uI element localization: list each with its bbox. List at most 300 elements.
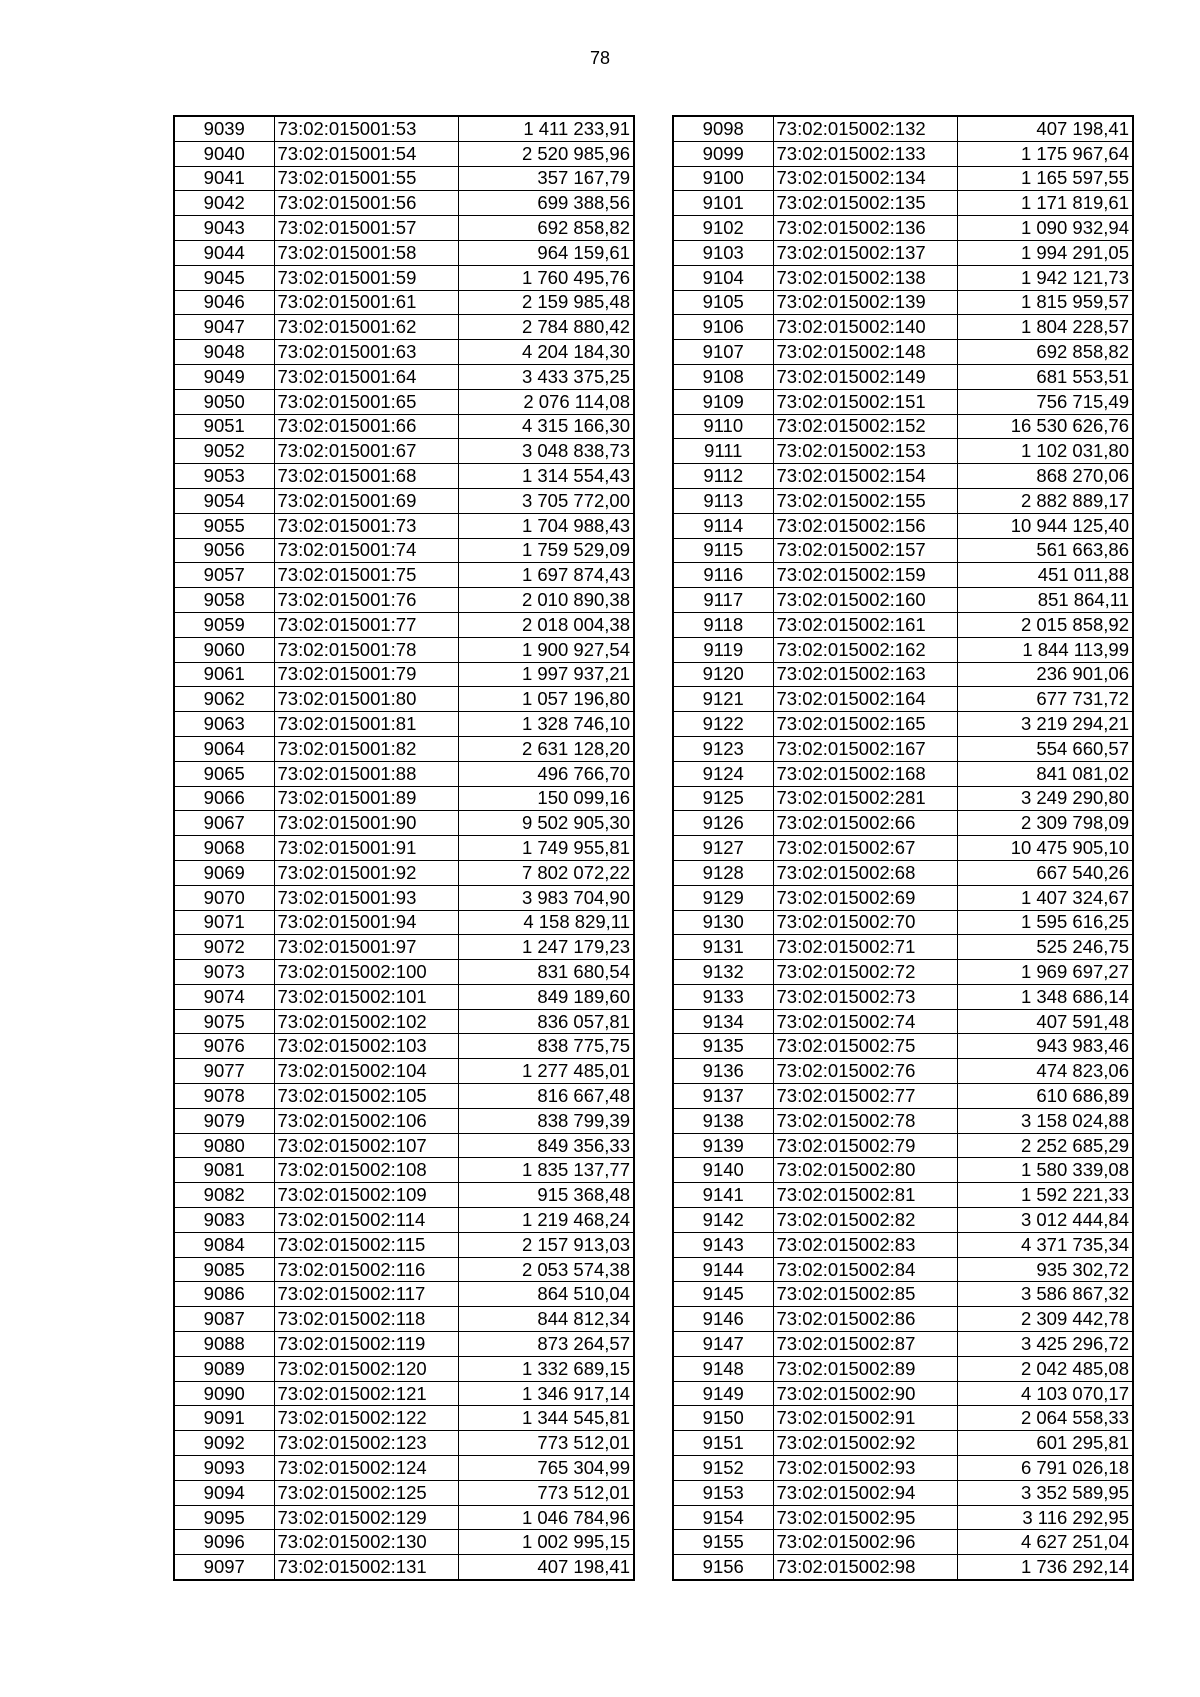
cadastral-value: 2 010 890,38 [458, 588, 634, 613]
cadastral-value: 1 344 545,81 [458, 1406, 634, 1431]
cadastral-number: 73:02:015002:154 [773, 464, 957, 489]
cadastral-number: 73:02:015001:78 [274, 637, 458, 662]
row-number: 9105 [673, 290, 773, 315]
row-number: 9078 [174, 1084, 274, 1109]
cadastral-number: 73:02:015002:71 [773, 935, 957, 960]
cadastral-number: 73:02:015002:136 [773, 216, 957, 241]
cadastral-value: 1 002 995,15 [458, 1530, 634, 1555]
cadastral-number: 73:02:015002:121 [274, 1381, 458, 1406]
table-row [673, 364, 1133, 389]
cadastral-number: 73:02:015002:148 [773, 340, 957, 365]
table-row [174, 786, 634, 811]
cadastral-value: 2 784 880,42 [458, 315, 634, 340]
table-row [673, 1332, 1133, 1357]
row-number: 9053 [174, 464, 274, 489]
table-row [673, 513, 1133, 538]
row-number: 9112 [673, 464, 773, 489]
row-number: 9145 [673, 1282, 773, 1307]
cadastral-value: 935 302,72 [957, 1257, 1133, 1282]
table-row [174, 1257, 634, 1282]
table-row [174, 191, 634, 216]
row-number: 9064 [174, 736, 274, 761]
cadastral-number: 73:02:015001:68 [274, 464, 458, 489]
cadastral-value: 699 388,56 [458, 191, 634, 216]
row-number: 9156 [673, 1555, 773, 1580]
row-number: 9090 [174, 1381, 274, 1406]
cadastral-value: 4 204 184,30 [458, 340, 634, 365]
table-row [673, 1208, 1133, 1233]
cadastral-number: 73:02:015002:157 [773, 538, 957, 563]
row-number: 9147 [673, 1332, 773, 1357]
cadastral-value: 1 580 339,08 [957, 1158, 1133, 1183]
cadastral-number: 73:02:015002:164 [773, 687, 957, 712]
cadastral-number: 73:02:015001:93 [274, 885, 458, 910]
row-number: 9085 [174, 1257, 274, 1282]
table-row [174, 1332, 634, 1357]
cadastral-value: 1 348 686,14 [957, 984, 1133, 1009]
cadastral-number: 73:02:015001:56 [274, 191, 458, 216]
row-number: 9089 [174, 1356, 274, 1381]
table-row [673, 216, 1133, 241]
cadastral-value: 1 407 324,67 [957, 885, 1133, 910]
table-row [673, 340, 1133, 365]
cadastral-value: 6 791 026,18 [957, 1456, 1133, 1481]
table-row [174, 588, 634, 613]
table-row [174, 315, 634, 340]
cadastral-value: 864 510,04 [458, 1282, 634, 1307]
table-row [673, 860, 1133, 885]
cadastral-number: 73:02:015002:86 [773, 1307, 957, 1332]
row-number: 9122 [673, 712, 773, 737]
cadastral-number: 73:02:015002:80 [773, 1158, 957, 1183]
cadastral-value: 150 099,16 [458, 786, 634, 811]
table-row [673, 687, 1133, 712]
row-number: 9119 [673, 637, 773, 662]
table-row [174, 538, 634, 563]
row-number: 9111 [673, 439, 773, 464]
row-number: 9075 [174, 1009, 274, 1034]
cadastral-value: 610 686,89 [957, 1084, 1133, 1109]
table-row [673, 1158, 1133, 1183]
cadastral-value: 2 053 574,38 [458, 1257, 634, 1282]
cadastral-value: 3 352 589,95 [957, 1480, 1133, 1505]
row-number: 9057 [174, 563, 274, 588]
table-row [673, 116, 1133, 141]
table-row [174, 811, 634, 836]
cadastral-number: 73:02:015002:70 [773, 910, 957, 935]
table-row [673, 1282, 1133, 1307]
cadastral-number: 73:02:015002:140 [773, 315, 957, 340]
cadastral-number: 73:02:015001:80 [274, 687, 458, 712]
table-row [174, 761, 634, 786]
cadastral-number: 73:02:015001:90 [274, 811, 458, 836]
cadastral-number: 73:02:015002:93 [773, 1456, 957, 1481]
row-number: 9063 [174, 712, 274, 737]
cadastral-value: 7 802 072,22 [458, 860, 634, 885]
row-number: 9079 [174, 1108, 274, 1133]
cadastral-value: 2 159 985,48 [458, 290, 634, 315]
cadastral-number: 73:02:015002:100 [274, 960, 458, 985]
row-number: 9117 [673, 588, 773, 613]
cadastral-value: 2 520 985,96 [458, 141, 634, 166]
cadastral-value: 1 942 121,73 [957, 265, 1133, 290]
table-row [174, 860, 634, 885]
table-row [673, 1034, 1133, 1059]
cadastral-value: 1 835 137,77 [458, 1158, 634, 1183]
cadastral-value: 2 309 798,09 [957, 811, 1133, 836]
table-row [673, 1133, 1133, 1158]
cadastral-value: 10 475 905,10 [957, 836, 1133, 861]
cadastral-value: 1 760 495,76 [458, 265, 634, 290]
cadastral-number: 73:02:015002:87 [773, 1332, 957, 1357]
cadastral-value: 2 042 485,08 [957, 1356, 1133, 1381]
table-row [174, 1456, 634, 1481]
cadastral-number: 73:02:015001:81 [274, 712, 458, 737]
cadastral-number: 73:02:015001:65 [274, 389, 458, 414]
cadastral-value: 1 175 967,64 [957, 141, 1133, 166]
row-number: 9086 [174, 1282, 274, 1307]
row-number: 9120 [673, 662, 773, 687]
row-number: 9046 [174, 290, 274, 315]
row-number: 9091 [174, 1406, 274, 1431]
cadastral-number: 73:02:015002:168 [773, 761, 957, 786]
cadastral-value: 873 264,57 [458, 1332, 634, 1357]
table-row [174, 1133, 634, 1158]
row-number: 9137 [673, 1084, 773, 1109]
row-number: 9048 [174, 340, 274, 365]
cadastral-number: 73:02:015002:108 [274, 1158, 458, 1183]
table-row [174, 364, 634, 389]
table-row [673, 736, 1133, 761]
cadastral-number: 73:02:015002:162 [773, 637, 957, 662]
cadastral-value: 407 198,41 [458, 1555, 634, 1580]
table-row [673, 563, 1133, 588]
cadastral-number: 73:02:015002:138 [773, 265, 957, 290]
row-number: 9039 [174, 116, 274, 141]
cadastral-value: 1 697 874,43 [458, 563, 634, 588]
cadastral-number: 73:02:015002:160 [773, 588, 957, 613]
row-number: 9095 [174, 1505, 274, 1530]
row-number: 9084 [174, 1232, 274, 1257]
cadastral-value: 451 011,88 [957, 563, 1133, 588]
row-number: 9142 [673, 1208, 773, 1233]
cadastral-value: 1 165 597,55 [957, 166, 1133, 191]
cadastral-number: 73:02:015001:53 [274, 116, 458, 141]
cadastral-table-left [173, 115, 635, 1581]
table-row [174, 1555, 634, 1580]
cadastral-value: 4 627 251,04 [957, 1530, 1133, 1555]
cadastral-value: 407 198,41 [957, 116, 1133, 141]
table-row [174, 116, 634, 141]
cadastral-value: 1 595 616,25 [957, 910, 1133, 935]
cadastral-value: 964 159,61 [458, 240, 634, 265]
cadastral-value: 1 277 485,01 [458, 1059, 634, 1084]
row-number: 9132 [673, 960, 773, 985]
table-row [174, 1009, 634, 1034]
table-row [174, 1480, 634, 1505]
cadastral-value: 1 994 291,05 [957, 240, 1133, 265]
row-number: 9042 [174, 191, 274, 216]
table-row [174, 1282, 634, 1307]
table-row [174, 1084, 634, 1109]
cadastral-value: 1 592 221,33 [957, 1183, 1133, 1208]
cadastral-number: 73:02:015001:89 [274, 786, 458, 811]
table-row [673, 290, 1133, 315]
row-number: 9153 [673, 1480, 773, 1505]
cadastral-value: 1 759 529,09 [458, 538, 634, 563]
table-row [174, 637, 634, 662]
cadastral-value: 851 864,11 [957, 588, 1133, 613]
table-row [174, 240, 634, 265]
table-row [673, 1406, 1133, 1431]
cadastral-value: 3 249 290,80 [957, 786, 1133, 811]
table-row [673, 935, 1133, 960]
cadastral-number: 73:02:015002:130 [274, 1530, 458, 1555]
row-number: 9069 [174, 860, 274, 885]
cadastral-value: 677 731,72 [957, 687, 1133, 712]
table-row [673, 1431, 1133, 1456]
cadastral-value: 1 346 917,14 [458, 1381, 634, 1406]
cadastral-number: 73:02:015002:85 [773, 1282, 957, 1307]
cadastral-number: 73:02:015001:76 [274, 588, 458, 613]
table-row [673, 761, 1133, 786]
row-number: 9047 [174, 315, 274, 340]
table-row [673, 315, 1133, 340]
table-row [174, 141, 634, 166]
row-number: 9049 [174, 364, 274, 389]
cadastral-value: 1 815 959,57 [957, 290, 1133, 315]
cadastral-value: 2 631 128,20 [458, 736, 634, 761]
table-row [174, 1381, 634, 1406]
row-number: 9076 [174, 1034, 274, 1059]
table-row [174, 166, 634, 191]
table-row [673, 265, 1133, 290]
row-number: 9056 [174, 538, 274, 563]
cadastral-value: 16 530 626,76 [957, 414, 1133, 439]
row-number: 9127 [673, 836, 773, 861]
cadastral-number: 73:02:015002:115 [274, 1232, 458, 1257]
cadastral-value: 236 901,06 [957, 662, 1133, 687]
cadastral-number: 73:02:015002:281 [773, 786, 957, 811]
cadastral-value: 1 749 955,81 [458, 836, 634, 861]
cadastral-value: 2 064 558,33 [957, 1406, 1133, 1431]
cadastral-value: 1 090 932,94 [957, 216, 1133, 241]
row-number: 9101 [673, 191, 773, 216]
table-row [174, 1034, 634, 1059]
cadastral-number: 73:02:015001:79 [274, 662, 458, 687]
row-number: 9059 [174, 612, 274, 637]
cadastral-number: 73:02:015001:55 [274, 166, 458, 191]
table-row [673, 538, 1133, 563]
cadastral-number: 73:02:015002:92 [773, 1431, 957, 1456]
table-row [174, 464, 634, 489]
cadastral-value: 3 705 772,00 [458, 488, 634, 513]
row-number: 9140 [673, 1158, 773, 1183]
row-number: 9077 [174, 1059, 274, 1084]
row-number: 9104 [673, 265, 773, 290]
table-row [673, 166, 1133, 191]
cadastral-number: 73:02:015002:101 [274, 984, 458, 1009]
row-number: 9043 [174, 216, 274, 241]
row-number: 9138 [673, 1108, 773, 1133]
cadastral-number: 73:02:015001:82 [274, 736, 458, 761]
table-row [673, 1505, 1133, 1530]
table-row [673, 141, 1133, 166]
table-row [174, 265, 634, 290]
table-row [673, 885, 1133, 910]
cadastral-number: 73:02:015002:129 [274, 1505, 458, 1530]
row-number: 9152 [673, 1456, 773, 1481]
cadastral-number: 73:02:015001:97 [274, 935, 458, 960]
table-row [174, 1208, 634, 1233]
cadastral-number: 73:02:015002:90 [773, 1381, 957, 1406]
cadastral-value: 1 736 292,14 [957, 1555, 1133, 1580]
cadastral-value: 838 775,75 [458, 1034, 634, 1059]
table-row [174, 910, 634, 935]
row-number: 9144 [673, 1257, 773, 1282]
table-row [673, 1381, 1133, 1406]
cadastral-value: 561 663,86 [957, 538, 1133, 563]
table-row [174, 1356, 634, 1381]
table-row [174, 1431, 634, 1456]
row-number: 9040 [174, 141, 274, 166]
cadastral-value: 681 553,51 [957, 364, 1133, 389]
row-number: 9068 [174, 836, 274, 861]
cadastral-number: 73:02:015002:83 [773, 1232, 957, 1257]
cadastral-value: 1 332 689,15 [458, 1356, 634, 1381]
cadastral-value: 1 219 468,24 [458, 1208, 634, 1233]
cadastral-value: 3 116 292,95 [957, 1505, 1133, 1530]
table-row [174, 736, 634, 761]
cadastral-number: 73:02:015001:54 [274, 141, 458, 166]
row-number: 9074 [174, 984, 274, 1009]
cadastral-number: 73:02:015002:104 [274, 1059, 458, 1084]
cadastral-number: 73:02:015002:151 [773, 389, 957, 414]
cadastral-number: 73:02:015001:91 [274, 836, 458, 861]
table-row [673, 1108, 1133, 1133]
cadastral-number: 73:02:015002:69 [773, 885, 957, 910]
table-row [174, 885, 634, 910]
cadastral-number: 73:02:015002:77 [773, 1084, 957, 1109]
cadastral-value: 849 189,60 [458, 984, 634, 1009]
row-number: 9093 [174, 1456, 274, 1481]
row-number: 9146 [673, 1307, 773, 1332]
cadastral-value: 3 158 024,88 [957, 1108, 1133, 1133]
cadastral-value: 692 858,82 [458, 216, 634, 241]
cadastral-number: 73:02:015002:81 [773, 1183, 957, 1208]
row-number: 9060 [174, 637, 274, 662]
cadastral-number: 73:02:015001:75 [274, 563, 458, 588]
row-number: 9118 [673, 612, 773, 637]
cadastral-number: 73:02:015002:125 [274, 1480, 458, 1505]
table-row [673, 414, 1133, 439]
table-row [673, 811, 1133, 836]
cadastral-value: 3 219 294,21 [957, 712, 1133, 737]
cadastral-value: 1 314 554,43 [458, 464, 634, 489]
row-number: 9136 [673, 1059, 773, 1084]
row-number: 9052 [174, 439, 274, 464]
row-number: 9121 [673, 687, 773, 712]
cadastral-value: 773 512,01 [458, 1480, 634, 1505]
table-row [174, 1406, 634, 1431]
table-row [174, 414, 634, 439]
cadastral-value: 554 660,57 [957, 736, 1133, 761]
table-row [174, 1059, 634, 1084]
cadastral-number: 73:02:015002:120 [274, 1356, 458, 1381]
cadastral-value: 4 371 735,34 [957, 1232, 1133, 1257]
row-number: 9058 [174, 588, 274, 613]
cadastral-number: 73:02:015001:59 [274, 265, 458, 290]
cadastral-number: 73:02:015002:73 [773, 984, 957, 1009]
row-number: 9151 [673, 1431, 773, 1456]
cadastral-number: 73:02:015002:94 [773, 1480, 957, 1505]
table-row [174, 389, 634, 414]
row-number: 9083 [174, 1208, 274, 1233]
cadastral-number: 73:02:015002:139 [773, 290, 957, 315]
table-row [174, 935, 634, 960]
table-row [673, 786, 1133, 811]
table-row [673, 1232, 1133, 1257]
row-number: 9109 [673, 389, 773, 414]
cadastral-value: 1 247 179,23 [458, 935, 634, 960]
row-number: 9050 [174, 389, 274, 414]
cadastral-number: 73:02:015002:102 [274, 1009, 458, 1034]
table-row [174, 1183, 634, 1208]
cadastral-value: 4 315 166,30 [458, 414, 634, 439]
row-number: 9071 [174, 910, 274, 935]
cadastral-number: 73:02:015002:75 [773, 1034, 957, 1059]
cadastral-value: 474 823,06 [957, 1059, 1133, 1084]
cadastral-value: 2 882 889,17 [957, 488, 1133, 513]
cadastral-value: 3 425 296,72 [957, 1332, 1133, 1357]
row-number: 9102 [673, 216, 773, 241]
table-row [673, 1456, 1133, 1481]
cadastral-value: 4 103 070,17 [957, 1381, 1133, 1406]
row-number: 9108 [673, 364, 773, 389]
cadastral-number: 73:02:015001:69 [274, 488, 458, 513]
row-number: 9070 [174, 885, 274, 910]
cadastral-value: 849 356,33 [458, 1133, 634, 1158]
row-number: 9092 [174, 1431, 274, 1456]
cadastral-value: 1 171 819,61 [957, 191, 1133, 216]
table-row [174, 1108, 634, 1133]
cadastral-number: 73:02:015001:67 [274, 439, 458, 464]
cadastral-number: 73:02:015001:61 [274, 290, 458, 315]
table-row [673, 389, 1133, 414]
table-row [673, 191, 1133, 216]
cadastral-value: 4 158 829,11 [458, 910, 634, 935]
cadastral-value: 667 540,26 [957, 860, 1133, 885]
table-row [673, 588, 1133, 613]
row-number: 9154 [673, 1505, 773, 1530]
row-number: 9044 [174, 240, 274, 265]
cadastral-number: 73:02:015002:72 [773, 960, 957, 985]
row-number: 9041 [174, 166, 274, 191]
cadastral-value: 3 012 444,84 [957, 1208, 1133, 1233]
table-row [673, 910, 1133, 935]
cadastral-number: 73:02:015002:131 [274, 1555, 458, 1580]
cadastral-number: 73:02:015002:119 [274, 1332, 458, 1357]
row-number: 9143 [673, 1232, 773, 1257]
cadastral-number: 73:02:015001:92 [274, 860, 458, 885]
cadastral-number: 73:02:015001:77 [274, 612, 458, 637]
row-number: 9126 [673, 811, 773, 836]
page-number: 78 [589, 48, 611, 68]
row-number: 9106 [673, 315, 773, 340]
row-number: 9130 [673, 910, 773, 935]
cadastral-table-right [672, 115, 1134, 1581]
cadastral-number: 73:02:015002:103 [274, 1034, 458, 1059]
